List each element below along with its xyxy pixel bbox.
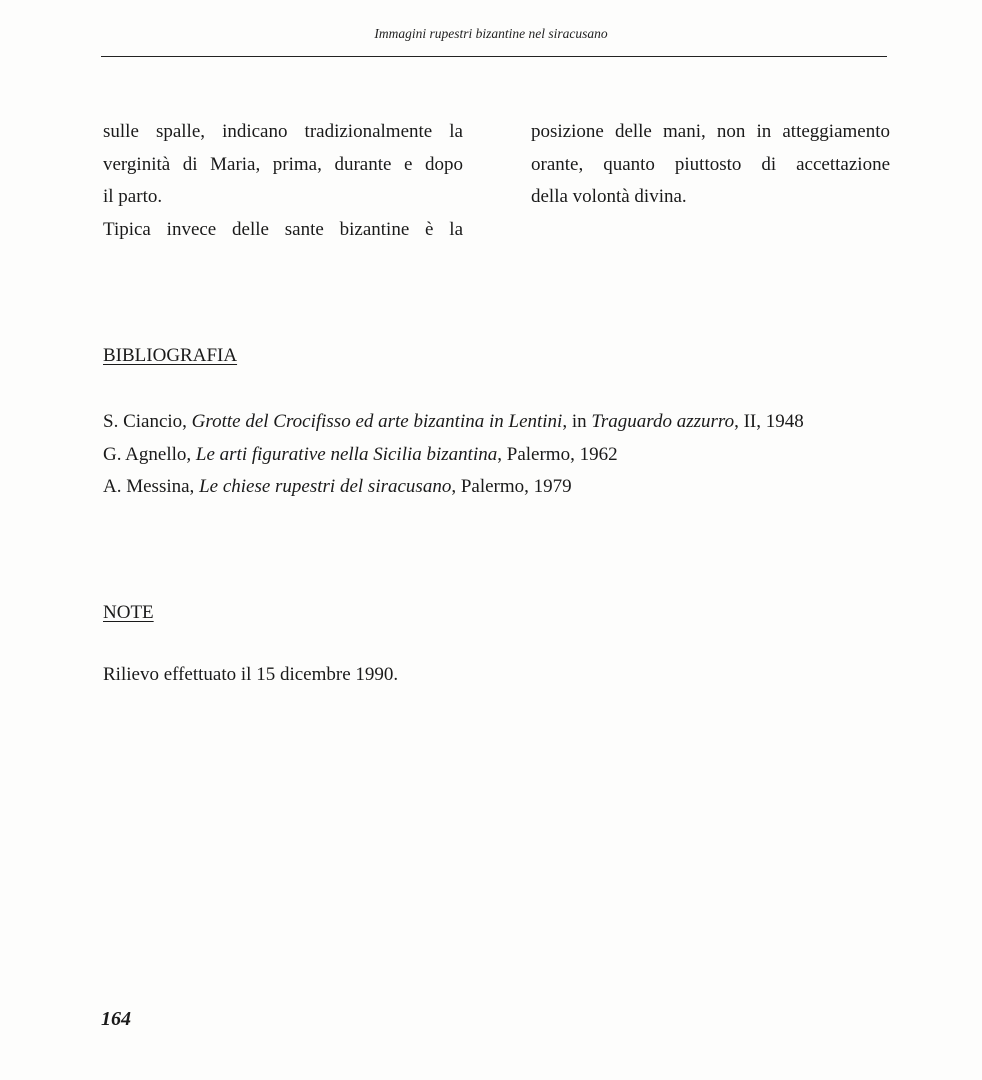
header-rule: [101, 56, 887, 57]
bibliography-entry: [103, 406, 883, 439]
body-column-left: [103, 116, 463, 246]
entry-author: A. Messina,: [103, 476, 200, 497]
entry-source: Traguardo azzurro: [591, 411, 735, 432]
note-text: Rilievo effettuato il 15 dicembre 1990.: [103, 664, 399, 685]
body-column-right: [531, 116, 890, 214]
running-head: Immagini rupestri bizantine nel siracusano: [374, 26, 608, 41]
entry-title: Le chiese rupestri del siracusano: [199, 476, 452, 497]
bibliography-entry: [103, 471, 883, 504]
body-line: sulle spalle, indicano tradizionalmente la: [103, 121, 463, 142]
entry-details: , Palermo, 1962: [497, 443, 618, 465]
entry-details: , II, 1948: [734, 411, 804, 432]
body-line: posizione delle mani, non in atteggiamento: [531, 121, 890, 142]
entry-author: S. Ciancio,: [103, 411, 192, 432]
entry-connector: , in: [562, 411, 592, 432]
bibliography-heading: BIBLIOGRAFIA: [103, 345, 238, 366]
bibliography-entry: [103, 439, 883, 472]
entry-details: , Palermo, 1979: [451, 476, 572, 497]
body-line: Tipica invece delle sante bizantine è la: [103, 218, 463, 240]
entry-title: Grotte del Crocifisso ed arte bizantina in Lentini: [191, 411, 563, 432]
body-line: orante, quanto piuttosto di accettazione: [531, 153, 890, 175]
body-line: verginità di Maria, prima, durante e dopo: [103, 153, 463, 175]
bibliography-list: [103, 406, 883, 504]
page-number: 164: [101, 1008, 131, 1030]
entry-title: Le arti figurative nella Sicilia bizantina: [195, 443, 498, 465]
entry-author: G. Agnello,: [103, 443, 196, 465]
body-line: della volontà divina.: [531, 186, 687, 207]
body-line: il parto.: [103, 186, 163, 207]
notes-heading: NOTE: [103, 602, 154, 623]
